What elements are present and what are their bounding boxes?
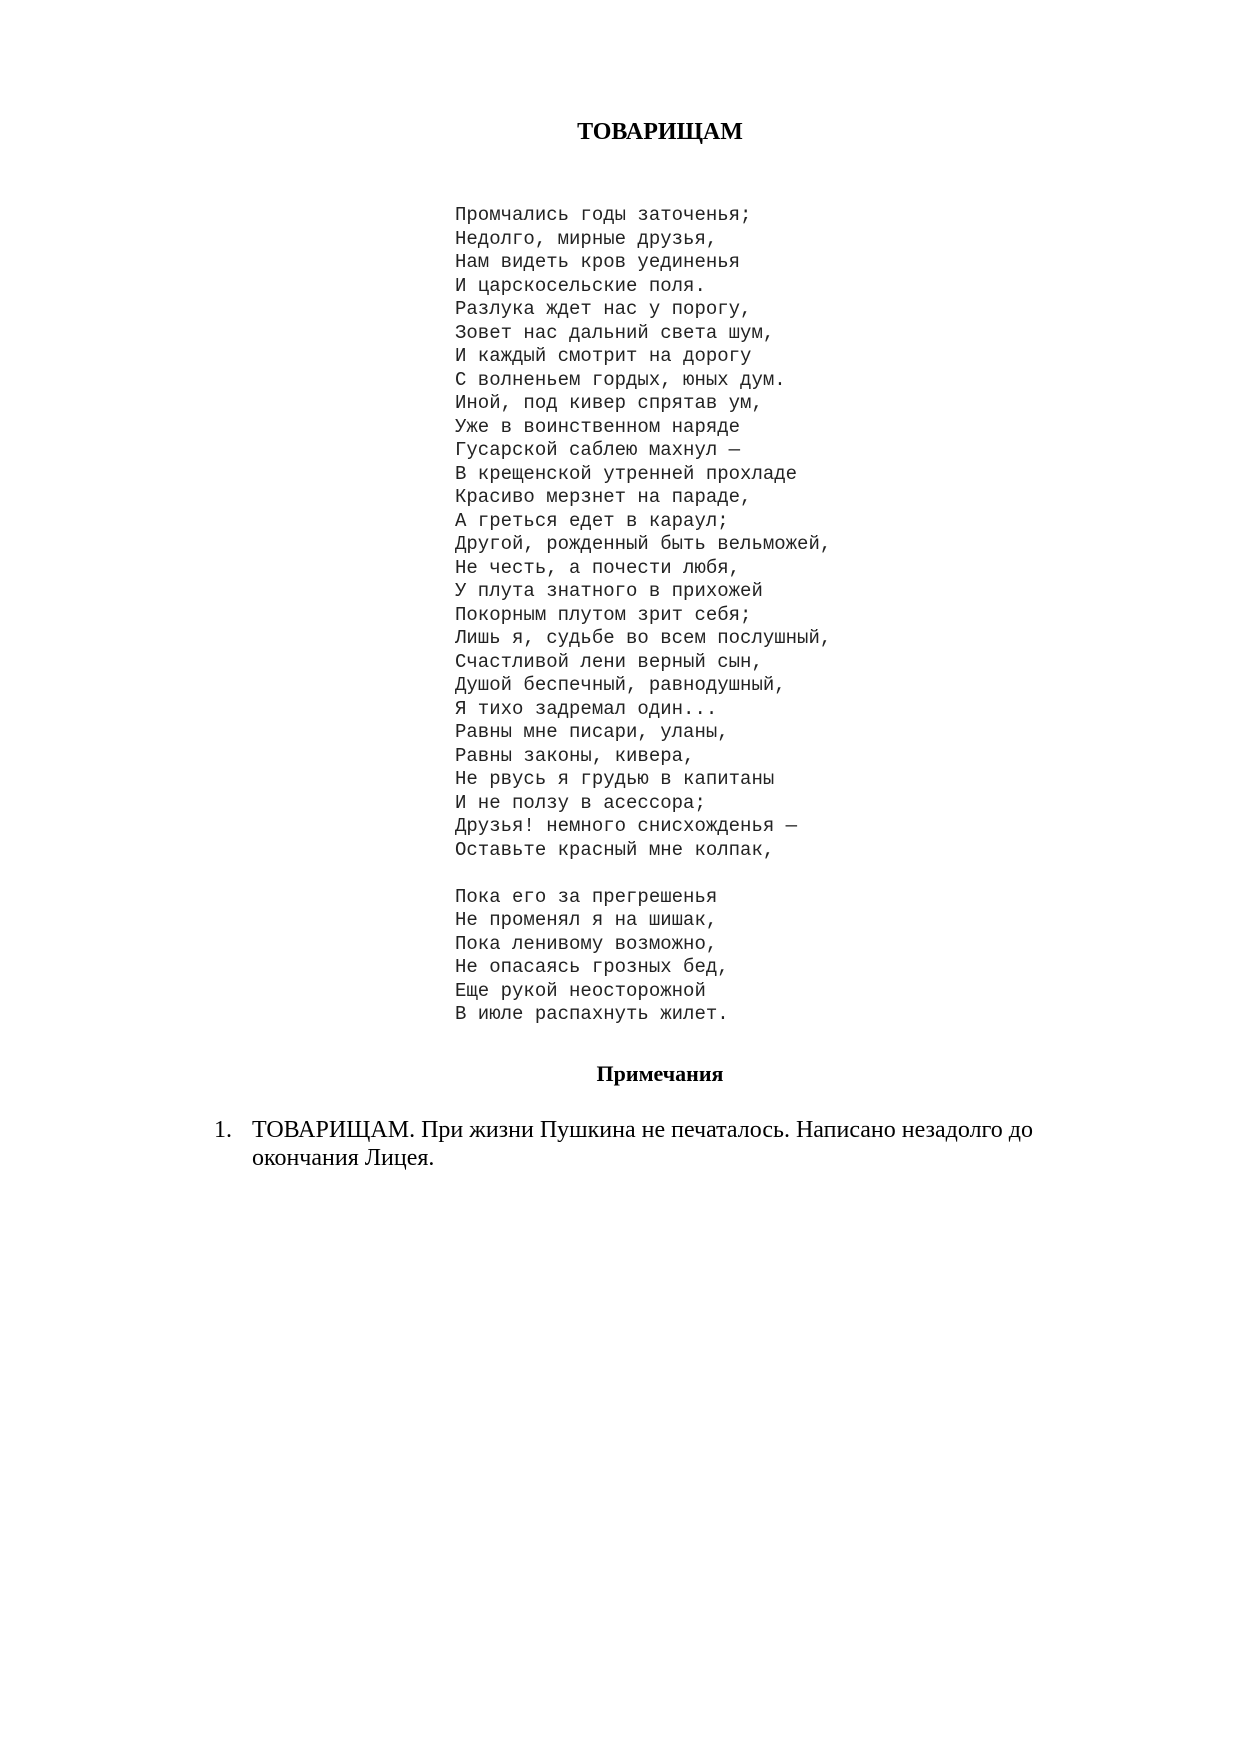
poem-line: Зовет нас дальний света шум, — [455, 321, 775, 344]
poem-line: Покорным плутом зрит себя; — [455, 603, 752, 626]
note-item — [212, 1116, 1082, 1172]
poem-line: Гусарской саблею махнул — — [455, 439, 741, 461]
poem-line: Промчались годы заточенья; — [455, 204, 752, 226]
poem-line: Пока ленивому возможно, — [455, 932, 718, 955]
poem-line: Пока его за прегрешенья — [455, 885, 718, 908]
poem-line: Не променял я на шишак, — [455, 909, 718, 931]
poem-body — [455, 204, 831, 1027]
poem-title: ТОВАРИЩАМ — [577, 119, 743, 145]
poem-line: Нам видеть кров уединенья — [455, 251, 741, 273]
poem-line: С волненьем гордых, юных дум. — [455, 368, 786, 391]
poem-line: Другой, рожденный быть вельможей, — [455, 533, 832, 555]
poem-line: Счастливой лени верный сын, — [455, 650, 763, 673]
poem-line: И не ползу в асессора; — [455, 791, 706, 814]
poem-line: В крещенской утренней прохладе — [455, 462, 798, 485]
poem-line: Еще рукой неосторожной — [455, 979, 706, 1002]
poem-line: Я тихо задремал один... — [455, 697, 718, 720]
poem-line: В июле распахнуть жилет. — [455, 1003, 729, 1025]
poem-line: Не рвусь я грудью в капитаны — [455, 768, 775, 790]
poem-line: Не опасаясь грозных бед, — [455, 956, 729, 978]
poem-line: Душой беспечный, равнодушный, — [455, 674, 786, 696]
poem-line: У плута знатного в прихожей — [455, 580, 763, 602]
poem-stanza-2 — [455, 886, 831, 1027]
poem-line: Друзья! немного снисхожденья — — [455, 815, 798, 837]
poem-line: И каждый смотрит на дорогу — [455, 345, 752, 367]
notes-list — [212, 1116, 1082, 1172]
note-text: ТОВАРИЩАМ. При жизни Пушкина не печаталось. Написано незадолго до окончания Лицея. — [252, 1117, 1034, 1171]
poem-line: А греться едет в караул; — [455, 509, 729, 532]
poem-line: Разлука ждет нас у порогу, — [455, 298, 752, 320]
notes-heading: Примечания — [596, 1061, 724, 1086]
poem-line: И царскосельские поля. — [455, 274, 706, 297]
poem-line: Красиво мерзнет на параде, — [455, 486, 752, 508]
poem-line: Лишь я, судьбе во всем послушный, — [455, 627, 832, 649]
poem-line: Равны мне писари, уланы, — [455, 721, 729, 743]
note-number: 1. — [214, 1117, 232, 1143]
poem-line: Недолго, мирные друзья, — [455, 227, 718, 250]
poem-line: Иной, под кивер спрятав ум, — [455, 392, 763, 414]
poem-line: Не честь, а почести любя, — [455, 556, 741, 579]
poem-stanza-1 — [455, 204, 831, 862]
poem-line: Оставьте красный мне колпак, — [455, 838, 775, 861]
poem-line: Равны законы, кивера, — [455, 744, 695, 767]
poem-line: Уже в воинственном наряде — [455, 415, 741, 438]
